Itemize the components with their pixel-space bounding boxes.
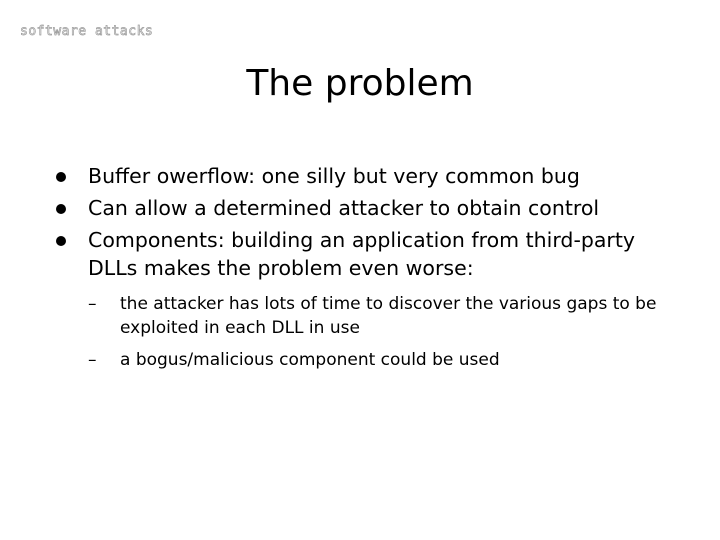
dash-icon: –: [88, 294, 97, 314]
bullet-dot-icon: [56, 172, 66, 182]
bullet-text: Buffer owerflow: one silly but very common bug: [88, 164, 580, 188]
sub-bullet-text: a bogus/malicious component could be used: [120, 350, 500, 370]
bullet-item: [56, 194, 676, 222]
sub-bullet-item: [88, 292, 676, 340]
sub-bullet-list: [88, 292, 676, 372]
bullet-dot-icon: [56, 236, 66, 246]
bullet-item: [56, 162, 676, 190]
slide-title: The problem: [246, 63, 474, 104]
sub-bullet-text: the attacker has lots of time to discover the various gaps to be exploited in each DLL in use: [120, 294, 657, 338]
bullet-text: Can allow a determined attacker to obtain control: [88, 196, 600, 220]
bullet-text: Components: building an application from third-party DLLs makes the problem even worse:: [88, 228, 636, 280]
bullet-item: [56, 226, 676, 372]
bullet-list: [56, 162, 676, 380]
sub-bullet-item: [88, 348, 676, 372]
bullet-dot-icon: [56, 204, 66, 214]
section-header-label: software attacks: [20, 24, 154, 39]
dash-icon: –: [88, 350, 97, 370]
